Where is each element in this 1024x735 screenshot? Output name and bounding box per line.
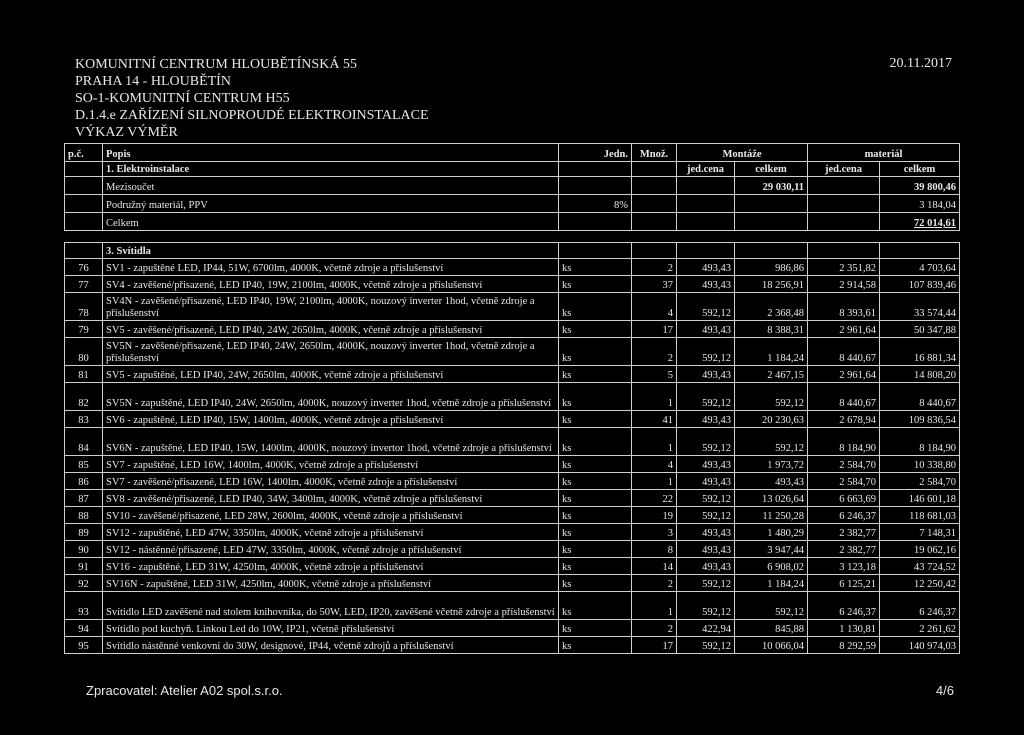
col-jedcena-montaz: jed.cena bbox=[677, 162, 735, 177]
table-row bbox=[65, 321, 960, 338]
row-material-celkem: 33 574,44 bbox=[880, 293, 960, 321]
row-material-celkem: 8 440,67 bbox=[880, 383, 960, 411]
row-number: 83 bbox=[65, 411, 103, 428]
row-number: 79 bbox=[65, 321, 103, 338]
row-material-celkem: 7 148,31 bbox=[880, 524, 960, 541]
row-material-jedcena: 2 961,64 bbox=[808, 366, 880, 383]
row-material-jedcena: 8 184,90 bbox=[808, 428, 880, 456]
row-description: SV10 - zavěšené/přisazené, LED 28W, 2600lm, 4000K, včetně zdroje a příslušenství bbox=[103, 507, 559, 524]
table-row bbox=[65, 637, 960, 654]
row-material-jedcena: 2 382,77 bbox=[808, 524, 880, 541]
row-description: SV16 - zapuštěné, LED 31W, 4250lm, 4000K, včetně zdroje a příslušenství bbox=[103, 558, 559, 575]
table-row bbox=[65, 293, 960, 321]
row-quantity: 2 bbox=[632, 338, 677, 366]
row-number: 85 bbox=[65, 456, 103, 473]
row-material-celkem: 2 261,62 bbox=[880, 620, 960, 637]
row-montaz-celkem: 11 250,28 bbox=[735, 507, 808, 524]
row-montaz-celkem: 2 467,15 bbox=[735, 366, 808, 383]
row-montaz-jedcena: 592,12 bbox=[677, 428, 735, 456]
row-unit: ks bbox=[559, 321, 632, 338]
row-unit: ks bbox=[559, 456, 632, 473]
row-montaz-jedcena: 493,43 bbox=[677, 473, 735, 490]
section-title: 1. Elektroinstalace bbox=[103, 162, 559, 177]
table-row bbox=[65, 338, 960, 366]
col-celkem-material: celkem bbox=[880, 162, 960, 177]
row-quantity: 41 bbox=[632, 411, 677, 428]
document-date: 20.11.2017 bbox=[889, 56, 952, 71]
row-montaz-celkem: 1 184,24 bbox=[735, 575, 808, 592]
row-montaz-celkem: 592,12 bbox=[735, 592, 808, 620]
row-quantity: 17 bbox=[632, 321, 677, 338]
row-unit: ks bbox=[559, 524, 632, 541]
table-row bbox=[65, 259, 960, 276]
row-quantity: 2 bbox=[632, 575, 677, 592]
row-montaz-celkem: 845,88 bbox=[735, 620, 808, 637]
row-quantity: 1 bbox=[632, 592, 677, 620]
row-description: SV5 - zavěšené/přisazené, LED IP40, 24W, 2650lm, 4000K, včetně zdroje a příslušenství bbox=[103, 321, 559, 338]
row-description: SV5N - zavěšené/přisazené, LED IP40, 24W, 2650lm, 4000K, nouzový inverter 1hod, včetně zdroje a příslušenství bbox=[103, 338, 559, 366]
row-montaz-celkem: 20 230,63 bbox=[735, 411, 808, 428]
row-montaz-celkem: 1 480,29 bbox=[735, 524, 808, 541]
row-number: 94 bbox=[65, 620, 103, 637]
row-quantity: 1 bbox=[632, 473, 677, 490]
items-table bbox=[64, 242, 960, 654]
summary-material-celkem: 3 184,04 bbox=[880, 195, 960, 213]
col-montaze: Montáže bbox=[677, 144, 808, 162]
row-description: SV7 - zavěšené/přisazené, LED 16W, 1400lm, 4000K, včetně zdroje a příslušenství bbox=[103, 473, 559, 490]
table-row bbox=[65, 524, 960, 541]
row-montaz-jedcena: 592,12 bbox=[677, 637, 735, 654]
row-description: Svítidlo LED zavěšené nad stolem knihovníka, do 50W, LED, IP20, zavěšené včetně zdroje a příslušenství bbox=[103, 592, 559, 620]
row-material-celkem: 107 839,46 bbox=[880, 276, 960, 293]
col-pc: p.č. bbox=[65, 144, 103, 162]
row-unit: ks bbox=[559, 383, 632, 411]
row-description: Svítidlo nástěnné venkovní do 30W, designové, IP44, včetně zdrojů a příslušenství bbox=[103, 637, 559, 654]
table-row bbox=[65, 428, 960, 456]
row-material-jedcena: 6 246,37 bbox=[808, 507, 880, 524]
summary-table bbox=[64, 143, 960, 231]
row-montaz-jedcena: 493,43 bbox=[677, 411, 735, 428]
row-number: 80 bbox=[65, 338, 103, 366]
table-row bbox=[65, 456, 960, 473]
row-description: SV4N - zavěšené/přisazené, LED IP40, 19W, 2100lm, 4000K, nouzový inverter 1hod, včetně zdroje a příslušenství bbox=[103, 293, 559, 321]
row-montaz-jedcena: 592,12 bbox=[677, 592, 735, 620]
row-number: 77 bbox=[65, 276, 103, 293]
row-montaz-celkem: 13 026,64 bbox=[735, 490, 808, 507]
row-material-jedcena: 8 440,67 bbox=[808, 338, 880, 366]
row-description: SV12 - nástěnné/přisazené, LED 47W, 3350lm, 4000K, včetně zdroje a příslušenství bbox=[103, 541, 559, 558]
row-material-celkem: 12 250,42 bbox=[880, 575, 960, 592]
summary-material-celkem: 72 014,61 bbox=[880, 213, 960, 231]
row-unit: ks bbox=[559, 620, 632, 637]
row-quantity: 4 bbox=[632, 456, 677, 473]
row-description: SV8 - zavěšené/přisazené, LED IP40, 34W, 3400lm, 4000K, včetně zdroje a příslušenství bbox=[103, 490, 559, 507]
row-material-celkem: 19 062,16 bbox=[880, 541, 960, 558]
row-material-celkem: 109 836,54 bbox=[880, 411, 960, 428]
row-description: SV1 - zapuštěné LED, IP44, 51W, 6700lm, 4000K, včetně zdroje a příslušenství bbox=[103, 259, 559, 276]
row-material-celkem: 6 246,37 bbox=[880, 592, 960, 620]
row-material-jedcena: 2 914,58 bbox=[808, 276, 880, 293]
table-row bbox=[65, 473, 960, 490]
col-material: materiál bbox=[808, 144, 960, 162]
row-montaz-celkem: 10 066,04 bbox=[735, 637, 808, 654]
row-montaz-jedcena: 592,12 bbox=[677, 490, 735, 507]
row-unit: ks bbox=[559, 575, 632, 592]
row-description: SV4 - zavěšené/přisazené, LED IP40, 19W, 2100lm, 4000K, včetně zdroje a příslušenství bbox=[103, 276, 559, 293]
row-quantity: 22 bbox=[632, 490, 677, 507]
row-montaz-celkem: 592,12 bbox=[735, 428, 808, 456]
row-number: 89 bbox=[65, 524, 103, 541]
header-line: KOMUNITNÍ CENTRUM HLOUBĚTÍNSKÁ 55 bbox=[75, 57, 357, 72]
row-material-celkem: 10 338,80 bbox=[880, 456, 960, 473]
row-quantity: 1 bbox=[632, 428, 677, 456]
row-montaz-jedcena: 493,43 bbox=[677, 558, 735, 575]
section-title: 3. Svítidla bbox=[103, 243, 559, 259]
row-material-jedcena: 2 678,94 bbox=[808, 411, 880, 428]
row-montaz-celkem: 8 388,31 bbox=[735, 321, 808, 338]
row-montaz-jedcena: 493,43 bbox=[677, 321, 735, 338]
row-material-jedcena: 2 351,82 bbox=[808, 259, 880, 276]
row-material-celkem: 14 808,20 bbox=[880, 366, 960, 383]
row-quantity: 37 bbox=[632, 276, 677, 293]
row-material-jedcena: 6 246,37 bbox=[808, 592, 880, 620]
row-number: 78 bbox=[65, 293, 103, 321]
summary-material-celkem: 39 800,46 bbox=[880, 177, 960, 195]
row-description: SV6 - zapuštěné, LED IP40, 15W, 1400lm, 4000K, včetně zdroje a příslušenství bbox=[103, 411, 559, 428]
col-jedcena-material: jed.cena bbox=[808, 162, 880, 177]
row-description: SV6N - zapuštěné, LED IP40, 15W, 1400lm, 4000K, nouzový invertor 1hod, včetně zdroje a příslušenství bbox=[103, 428, 559, 456]
row-number: 86 bbox=[65, 473, 103, 490]
summary-label: Celkem bbox=[103, 213, 559, 231]
row-montaz-jedcena: 592,12 bbox=[677, 293, 735, 321]
row-material-jedcena: 2 961,64 bbox=[808, 321, 880, 338]
row-unit: ks bbox=[559, 293, 632, 321]
row-montaz-jedcena: 493,43 bbox=[677, 366, 735, 383]
row-material-celkem: 8 184,90 bbox=[880, 428, 960, 456]
row-material-jedcena: 2 584,70 bbox=[808, 473, 880, 490]
header-line: VÝKAZ VÝMĚR bbox=[75, 125, 178, 140]
row-montaz-celkem: 3 947,44 bbox=[735, 541, 808, 558]
row-quantity: 17 bbox=[632, 637, 677, 654]
row-number: 76 bbox=[65, 259, 103, 276]
header-line: D.1.4.e ZAŘÍZENÍ SILNOPROUDÉ ELEKTROINSTALACE bbox=[75, 108, 429, 123]
row-material-jedcena: 6 663,69 bbox=[808, 490, 880, 507]
header-line: SO-1-KOMUNITNÍ CENTRUM H55 bbox=[75, 91, 290, 106]
footer-author: Zpracovatel: Atelier A02 spol.s.r.o. bbox=[86, 683, 283, 698]
row-quantity: 2 bbox=[632, 259, 677, 276]
table-row bbox=[65, 411, 960, 428]
row-material-celkem: 2 584,70 bbox=[880, 473, 960, 490]
table-row bbox=[65, 541, 960, 558]
row-description: SV7 - zapuštěné, LED 16W, 1400lm, 4000K, včetně zdroje a příslušenství bbox=[103, 456, 559, 473]
row-unit: ks bbox=[559, 276, 632, 293]
summary-percent: 8% bbox=[559, 195, 632, 213]
row-unit: ks bbox=[559, 541, 632, 558]
row-material-jedcena: 2 382,77 bbox=[808, 541, 880, 558]
row-number: 84 bbox=[65, 428, 103, 456]
row-montaz-jedcena: 493,43 bbox=[677, 524, 735, 541]
row-description: Svítidlo pod kuchyň. Linkou Led do 10W, IP21, včetně příslušenství bbox=[103, 620, 559, 637]
row-quantity: 4 bbox=[632, 293, 677, 321]
row-description: SV16N - zapuštěné, LED 31W, 4250lm, 4000K, včetně zdroje a příslušenství bbox=[103, 575, 559, 592]
row-unit: ks bbox=[559, 428, 632, 456]
row-montaz-jedcena: 493,43 bbox=[677, 259, 735, 276]
row-montaz-jedcena: 422,94 bbox=[677, 620, 735, 637]
row-unit: ks bbox=[559, 490, 632, 507]
row-unit: ks bbox=[559, 637, 632, 654]
table-row bbox=[65, 490, 960, 507]
row-material-celkem: 140 974,03 bbox=[880, 637, 960, 654]
row-material-jedcena: 3 123,18 bbox=[808, 558, 880, 575]
row-unit: ks bbox=[559, 366, 632, 383]
col-celkem-montaz: celkem bbox=[735, 162, 808, 177]
row-number: 87 bbox=[65, 490, 103, 507]
row-unit: ks bbox=[559, 259, 632, 276]
col-jedn: Jedn. bbox=[559, 144, 632, 162]
row-quantity: 3 bbox=[632, 524, 677, 541]
row-material-celkem: 146 601,18 bbox=[880, 490, 960, 507]
row-montaz-jedcena: 592,12 bbox=[677, 383, 735, 411]
row-unit: ks bbox=[559, 473, 632, 490]
page-number: 4/6 bbox=[935, 683, 954, 698]
row-number: 88 bbox=[65, 507, 103, 524]
row-description: SV5 - zapuštěné, LED IP40, 24W, 2650lm, 4000K, včetně zdroje a příslušenství bbox=[103, 366, 559, 383]
row-material-celkem: 4 703,64 bbox=[880, 259, 960, 276]
row-montaz-jedcena: 592,12 bbox=[677, 507, 735, 524]
row-quantity: 2 bbox=[632, 620, 677, 637]
row-material-jedcena: 8 440,67 bbox=[808, 383, 880, 411]
row-number: 91 bbox=[65, 558, 103, 575]
row-material-jedcena: 8 393,61 bbox=[808, 293, 880, 321]
table-row bbox=[65, 558, 960, 575]
row-montaz-celkem: 18 256,91 bbox=[735, 276, 808, 293]
row-number: 81 bbox=[65, 366, 103, 383]
col-popis: Popis bbox=[103, 144, 559, 162]
row-material-celkem: 43 724,52 bbox=[880, 558, 960, 575]
row-material-celkem: 16 881,34 bbox=[880, 338, 960, 366]
row-montaz-jedcena: 493,43 bbox=[677, 276, 735, 293]
row-montaz-celkem: 592,12 bbox=[735, 383, 808, 411]
row-montaz-celkem: 986,86 bbox=[735, 259, 808, 276]
table-row bbox=[65, 592, 960, 620]
row-montaz-jedcena: 592,12 bbox=[677, 575, 735, 592]
header-line: PRAHA 14 - HLOUBĚTÍN bbox=[75, 74, 231, 89]
row-material-jedcena: 6 125,21 bbox=[808, 575, 880, 592]
row-montaz-jedcena: 493,43 bbox=[677, 456, 735, 473]
row-montaz-jedcena: 592,12 bbox=[677, 338, 735, 366]
row-quantity: 8 bbox=[632, 541, 677, 558]
table-row bbox=[65, 575, 960, 592]
table-row bbox=[65, 507, 960, 524]
row-description: SV12 - zapuštěné, LED 47W, 3350lm, 4000K, včetně zdroje a příslušenství bbox=[103, 524, 559, 541]
summary-montaz-celkem: 29 030,11 bbox=[735, 177, 808, 195]
row-quantity: 19 bbox=[632, 507, 677, 524]
row-unit: ks bbox=[559, 507, 632, 524]
row-montaz-celkem: 6 908,02 bbox=[735, 558, 808, 575]
row-material-jedcena: 8 292,59 bbox=[808, 637, 880, 654]
table-row bbox=[65, 276, 960, 293]
summary-label: Podružný materiál, PPV bbox=[103, 195, 559, 213]
row-unit: ks bbox=[559, 411, 632, 428]
row-material-jedcena: 1 130,81 bbox=[808, 620, 880, 637]
row-montaz-celkem: 1 973,72 bbox=[735, 456, 808, 473]
col-mnoz: Množ. bbox=[632, 144, 677, 162]
row-description: SV5N - zapuštěné, LED IP40, 24W, 2650lm, 4000K, nouzový inverter 1hod, včetně zdroje a příslušenství bbox=[103, 383, 559, 411]
summary-label: Mezisoučet bbox=[103, 177, 559, 195]
table-row bbox=[65, 383, 960, 411]
row-montaz-celkem: 2 368,48 bbox=[735, 293, 808, 321]
table-row bbox=[65, 620, 960, 637]
row-number: 93 bbox=[65, 592, 103, 620]
row-quantity: 5 bbox=[632, 366, 677, 383]
table-row bbox=[65, 366, 960, 383]
row-quantity: 1 bbox=[632, 383, 677, 411]
row-unit: ks bbox=[559, 592, 632, 620]
row-material-celkem: 50 347,88 bbox=[880, 321, 960, 338]
row-montaz-celkem: 1 184,24 bbox=[735, 338, 808, 366]
row-montaz-celkem: 493,43 bbox=[735, 473, 808, 490]
row-material-jedcena: 2 584,70 bbox=[808, 456, 880, 473]
row-montaz-jedcena: 493,43 bbox=[677, 541, 735, 558]
row-number: 82 bbox=[65, 383, 103, 411]
row-unit: ks bbox=[559, 338, 632, 366]
row-number: 90 bbox=[65, 541, 103, 558]
row-material-celkem: 118 681,03 bbox=[880, 507, 960, 524]
row-unit: ks bbox=[559, 558, 632, 575]
row-quantity: 14 bbox=[632, 558, 677, 575]
row-number: 92 bbox=[65, 575, 103, 592]
row-number: 95 bbox=[65, 637, 103, 654]
